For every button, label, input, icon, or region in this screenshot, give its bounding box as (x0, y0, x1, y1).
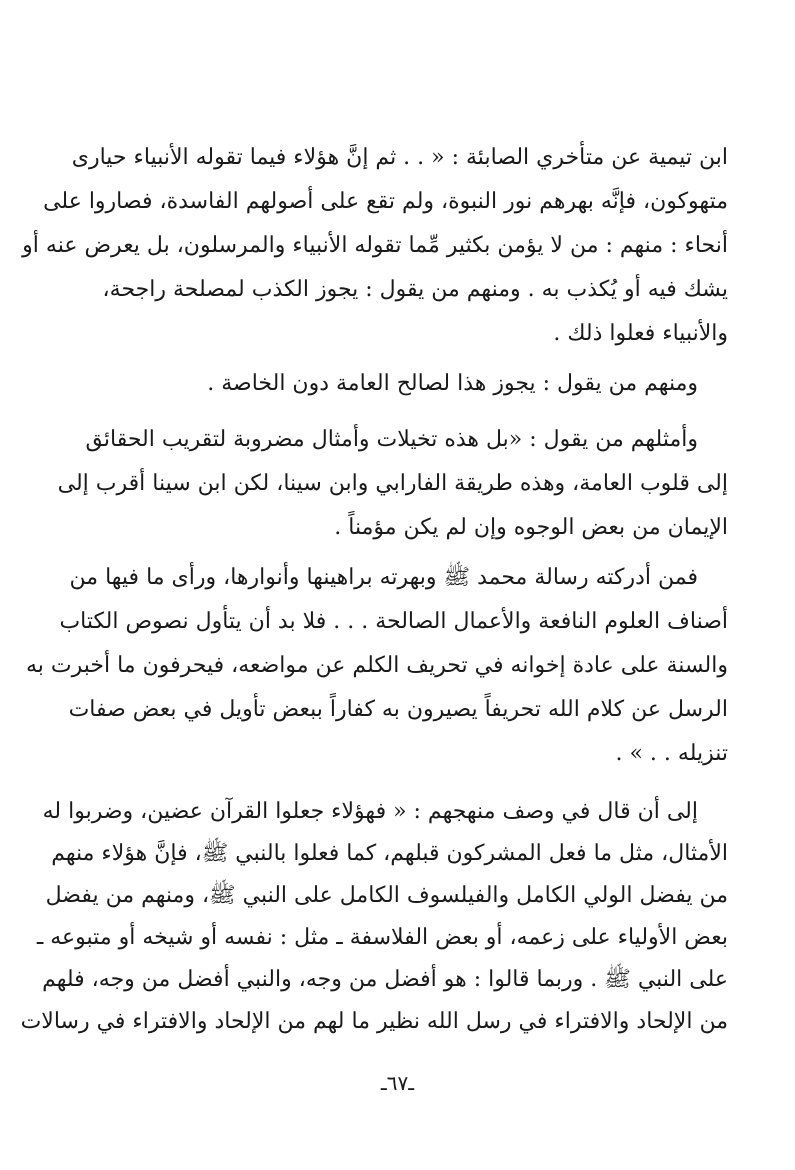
paragraph-2 (108, 362, 728, 406)
text-line: إلى أن قال في وصف منهجهم : « فهؤلاء جعلوا القرآن عضين، وضربوا له (42, 799, 698, 824)
text-line: أصناف العلوم النافعة والأعمال الصالحة . . . فلا بد أن يتأول نصوص الكتاب (59, 609, 728, 634)
paragraph-4 (26, 556, 728, 776)
text-line: والسنة على عادة إخوانه في تحريف الكلم عن مواضعه، فيحرفون ما أخبرت به (26, 653, 728, 678)
text-line: وأمثلهم من يقول : «بل هذه تخيلات وأمثال مضروبة لتقريب الحقائق (85, 427, 698, 452)
text-line: فمن أدركته رسالة محمد ﷺ وبهرته براهينها وأنوارها، ورأى ما فيها من (69, 565, 698, 590)
text-line: تنزيله . . » . (615, 741, 728, 766)
text-line: أنحاء : منهم : من لا يؤمن بكثير مِّما تقوله الأنبياء والمرسلون، بل يعرض عنه أو (22, 233, 728, 258)
text-line: الرسل عن كلام الله تحريفاً يصيرون به كفاراً ببعض تأويل في بعض صفات (68, 697, 728, 722)
text-line: ومنهم من يقول : يجوز هذا لصالح العامة دون الخاصة . (207, 371, 698, 396)
text-line: بعض الأولياء على زعمه، أو بعض الفلاسفة ـ مثل : نفسه أو شيخه أو متبوعه ـ (36, 925, 728, 950)
text-line: متهوكون، فإنَّه بهرهم نور النبوة، ولم تقع على أصولهم الفاسدة، فصاروا على (43, 189, 728, 214)
paragraph-5 (20, 790, 728, 1054)
text-line: من يفضل الولي الكامل والفيلسوف الكامل على النبي ﷺ، ومنهم من يفضل (45, 883, 728, 908)
paragraph-1 (22, 136, 728, 356)
page-number: ـ٦٧ـ (380, 1071, 415, 1095)
paragraph-3 (57, 418, 728, 550)
text-line: الإيمان من بعض الوجوه وإن لم يكن مؤمناً . (334, 515, 728, 540)
text-line: ابن تيمية عن متأخري الصابئة : « . . ثم إنَّ هؤلاء فيما تقوله الأنبياء حيارى (71, 145, 728, 170)
text-line: على النبي ﷺ . وربما قالوا : هو أفضل من وجه، والنبي أفضل من وجه، فلهم (42, 967, 728, 992)
text-line: يشك فيه أو يُكذب به . ومنهم من يقول : يجوز الكذب لمصلحة راجحة، (102, 277, 728, 302)
text-line: من الإلحاد والافتراء في رسل الله نظير ما لهم من الإلحاد والافتراء في رسالات (20, 1009, 728, 1034)
text-line: والأنبياء فعلوا ذلك . (553, 321, 728, 346)
text-line: إلى قلوب العامة، وهذه طريقة الفارابي وابن سينا، لكن ابن سينا أقرب إلى (57, 471, 728, 496)
text-line: الأمثال، مثل ما فعل المشركون قبلهم، كما فعلوا بالنبي ﷺ، فإنَّ هؤلاء منهم (51, 841, 728, 866)
